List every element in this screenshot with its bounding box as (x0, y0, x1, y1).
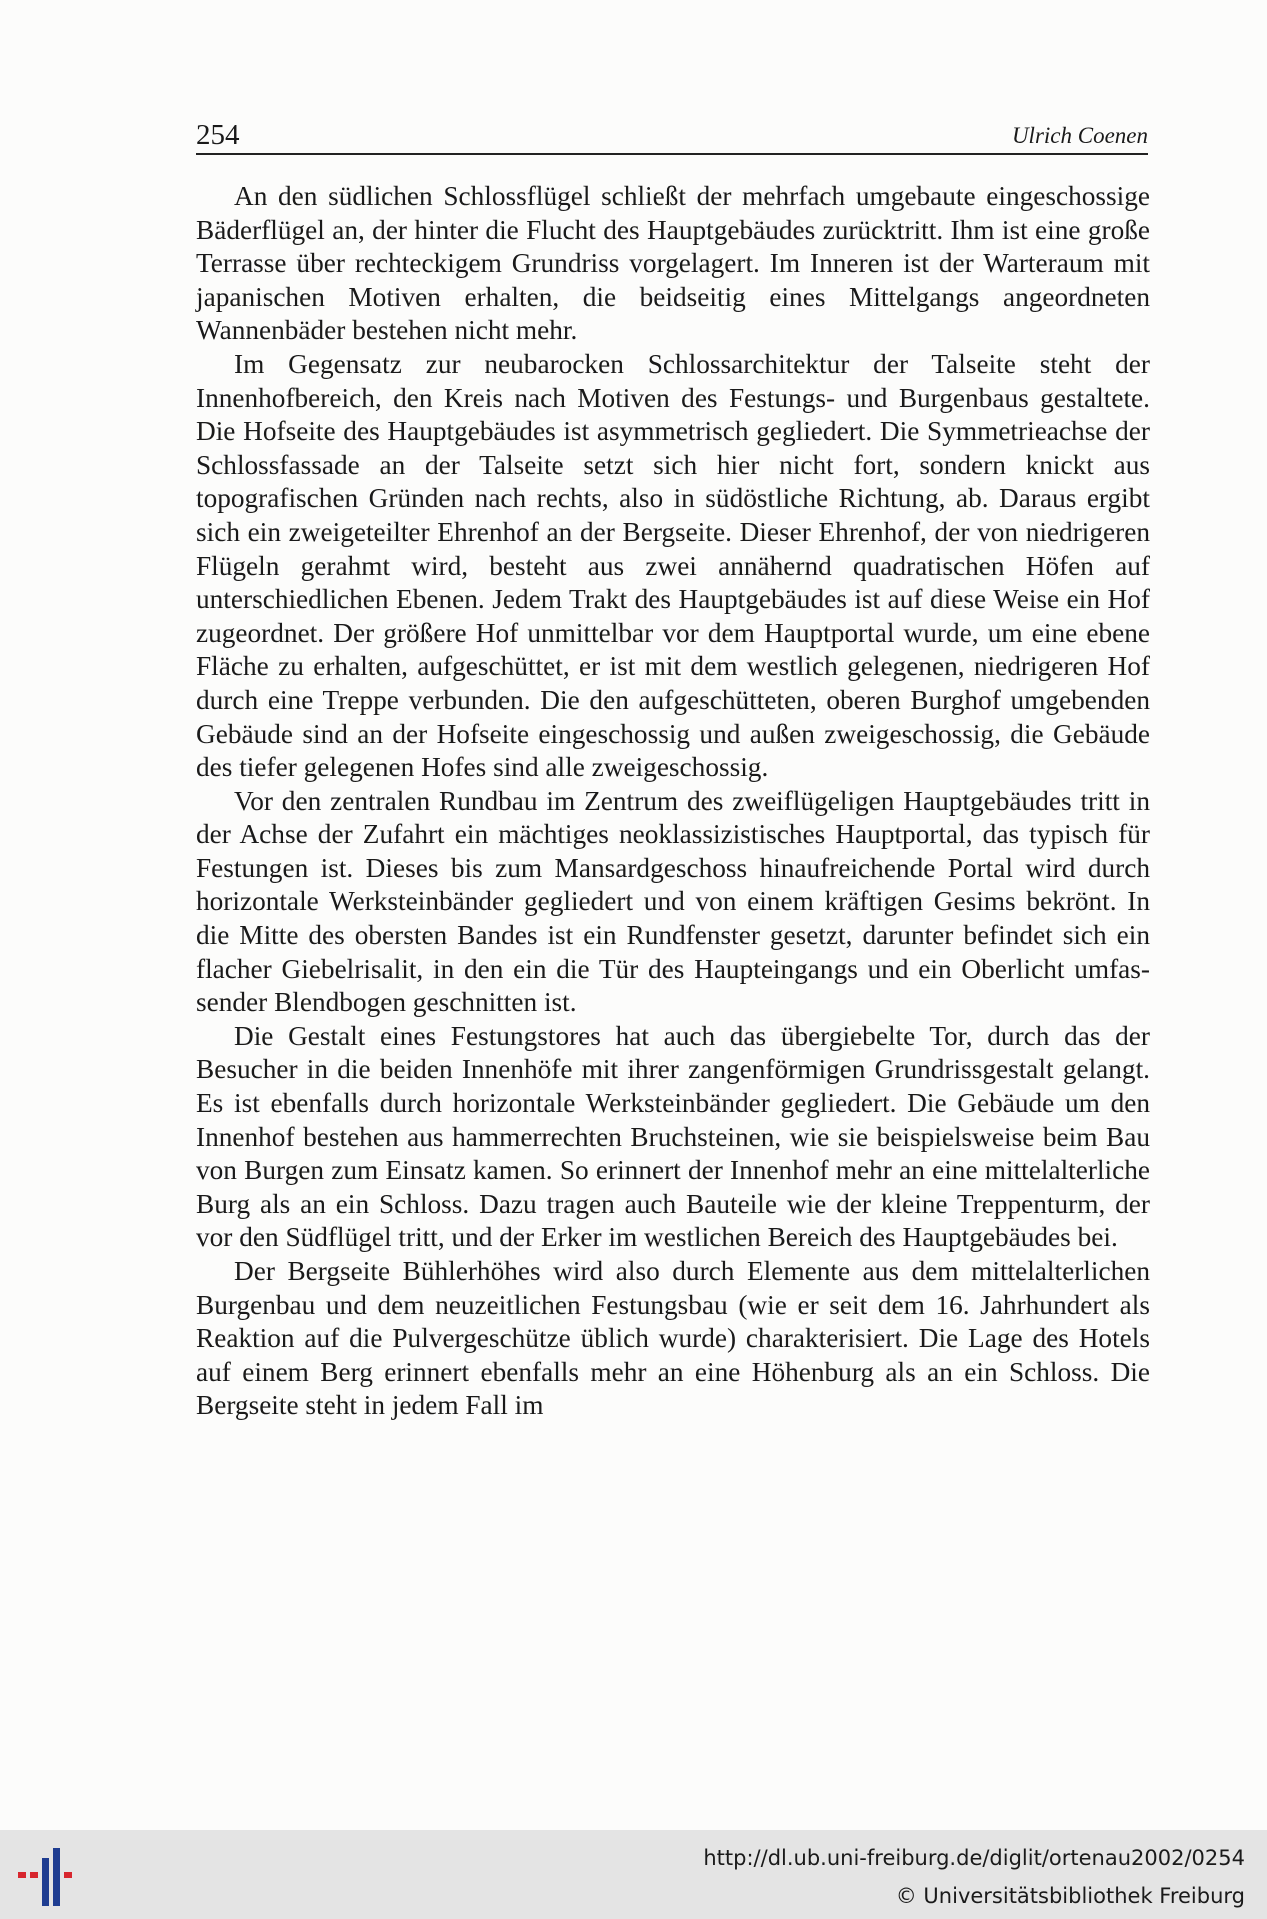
running-head (196, 112, 1148, 152)
header-rule (196, 153, 1148, 155)
paragraph: Der Bergseite Bühlerhöhes wird also durch Elemente aus dem mittelalterlichen Burgenbau und dem neuzeitlichen Festungsbau (wie er seit dem 16. Jahrhundert als Reaktion auf die Pulvergeschütze üblich wurde) charakterisiert. Die Lage des Hotels auf einem Berg erinnert ebenfalls mehr an eine Höhenburg als an ein Schloss. Die Bergseite steht in jedem Fall im (196, 1256, 1150, 1421)
ub-freiburg-logo-icon (16, 1844, 80, 1910)
copyright-notice: © Universitätsbibliothek Freiburg (895, 1884, 1245, 1908)
paragraph: Im Gegensatz zur neubarocken Schlossarchitektur der Talseite steht der Innenhofbereich, den Kreis nach Motiven des Festungs- und Burgenbaus gestaltete. Die Hofseite des Hauptgebäudes ist asymmetrisch gegliedert. Die Symmetrieachse der Schlossfassade an der Talseite setzt sich hier nicht fort, sondern knickt aus topografischen Gründen nach rechts, also in südöstliche Richtung, ab. Daraus ergibt sich ein zweigeteilter Ehrenhof an der Bergseite. Dieser Ehrenhof, der von niedrigeren Flügeln gerahmt wird, besteht aus zwei annähernd quadratischen Höfen auf unterschiedlichen Ebenen. Jedem Trakt des Hauptgebäudes ist auf diese Weise ein Hof zugeordnet. Der größere Hof unmittelbar vor dem Hauptportal wurde, um eine ebene Fläche zu erhalten, aufgeschüttet, er ist mit dem westlich gelegenen, niedrigeren Hof durch eine Treppe verbunden. Die den aufgeschütteten, oberen Burghof umgebenden Gebäude sind an der Hofseite eingeschossig und außen zweigeschossig, die Gebäude des tiefer gelegenen Hofes sind alle zweigeschossig. (196, 348, 1150, 783)
paragraph: Vor den zentralen Rundbau im Zentrum des zweiflügeligen Hauptgebäudes tritt in der Achse der Zufahrt ein mächtiges neoklassizistisches Hauptportal, das typisch für Festungen ist. Dieses bis zum Mansardgeschoss hinaufreichende Portal wird durch horizontale Werksteinbänder gegliedert und von einem kräftigen Gesims bekrönt. In die Mitte des obersten Bandes ist ein Rundfenster gesetzt, darunter befindet sich ein flacher Giebelrisalit, in den ein die Tür des Haupteingangs und ein Oberlicht umfassender Blendbogen geschnitten ist. (196, 785, 1150, 1018)
permalink-link[interactable]: http://dl.ub.uni-freiburg.de/diglit/ortenau2002/0254 (703, 1846, 1245, 1870)
footer-bar (0, 1830, 1267, 1919)
paragraph: An den südlichen Schlossflügel schließt der mehrfach umgebaute eingeschossige Bäderflügel an, der hinter die Flucht des Hauptgebäudes zurücktritt. Ihm ist eine große Terrasse über rechteckigem Grundriss vorgelagert. Im Inneren ist der Warteraum mit japanischen Motiven erhalten, die beidseitig eines Mittelgangs angeordneten Wannenbäder bestehen nicht mehr. (196, 181, 1150, 346)
running-author: Ulrich Coenen (1011, 123, 1148, 148)
paragraph: Die Gestalt eines Festungstores hat auch das übergiebelte Tor, durch das der Besucher in die beiden Innenhöfe mit ihrer zangenförmigen Grundrissgestalt gelangt. Es ist ebenfalls durch horizontale Werksteinbänder gegliedert. Die Gebäude um den Innenhof bestehen aus hammerrechten Bruchsteinen, wie sie beispielsweise beim Bau von Burgen zum Einsatz kamen. So erinnert der Innenhof mehr an eine mittelalterliche Burg als an ein Schloss. Dazu tragen auch Bauteile wie der kleine Treppenturm, der vor den Südflügel tritt, und der Erker im westlichen Bereich des Hauptgebäudes bei. (196, 1020, 1150, 1253)
page-number: 254 (196, 119, 240, 151)
body-text (196, 180, 1150, 1423)
